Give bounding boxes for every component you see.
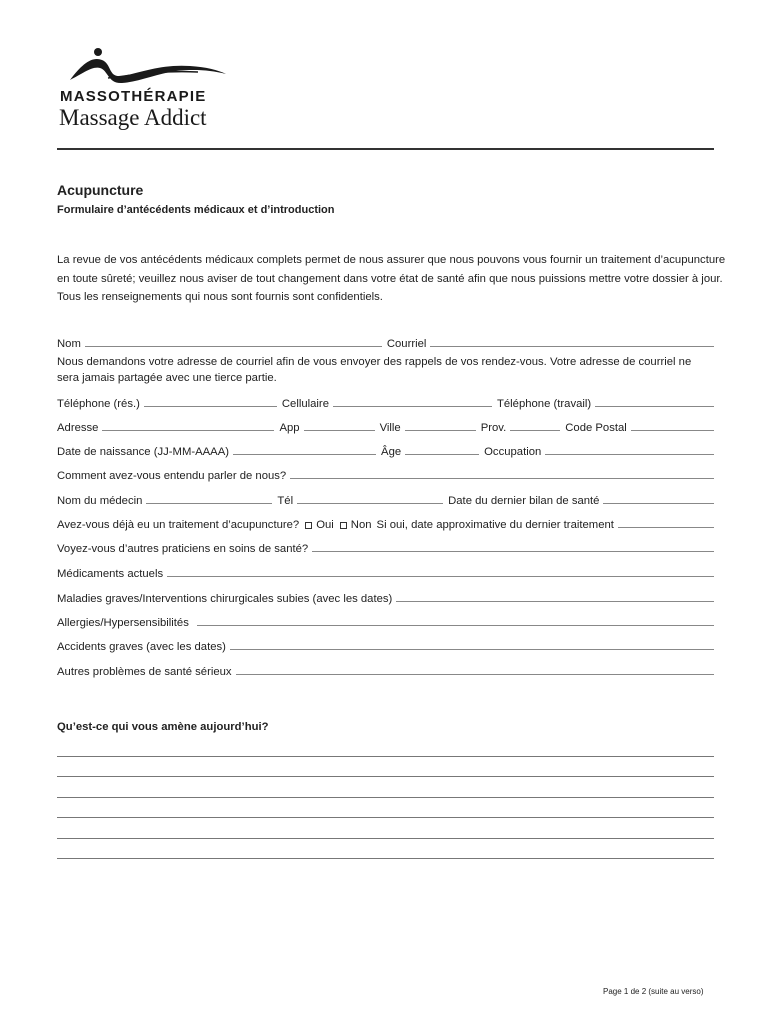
answer-line[interactable] — [57, 756, 714, 757]
input-medicaments[interactable] — [167, 576, 714, 577]
label-bilan: Date du dernier bilan de santé — [448, 495, 600, 507]
input-prov[interactable] — [510, 430, 560, 431]
input-app[interactable] — [304, 430, 375, 431]
input-courriel[interactable] — [430, 346, 714, 347]
row-maladies — [57, 589, 714, 605]
row-referral — [57, 466, 714, 482]
input-medecin[interactable] — [146, 503, 272, 504]
label-age: Âge — [381, 446, 402, 458]
label-maladies: Maladies graves/Interventions chirurgicales subies (avec les dates) — [57, 593, 393, 605]
row-address — [57, 418, 714, 434]
input-adresse[interactable] — [102, 430, 274, 431]
intro-paragraph: La revue de vos antécédents médicaux complets permet de nous assurer que nous pouvons vous fournir un traitement d’acupuncture en toute sûreté; veuillez nous aviser de tout changement dans votre état de santé afin que nous puissions mettre votre dossier à jour. Tous les renseignements qui nous sont fournis sont confidentiels. — [57, 254, 726, 303]
brand-tagline: Massage Addict — [59, 105, 207, 130]
answer-line[interactable] — [57, 776, 714, 777]
form-title: Acupuncture — [57, 182, 144, 198]
label-app: App — [279, 422, 300, 434]
input-bilan[interactable] — [603, 503, 714, 504]
answer-line[interactable] — [57, 858, 714, 859]
input-ville[interactable] — [405, 430, 476, 431]
input-occupation[interactable] — [545, 454, 714, 455]
input-age[interactable] — [405, 454, 479, 455]
input-allergies[interactable] — [197, 625, 714, 626]
row-accidents — [57, 637, 714, 653]
label-tel-travail: Téléphone (travail) — [496, 398, 592, 410]
label-acupuncture-question: Avez-vous déjà eu un traitement d’acupuncture? — [57, 519, 300, 531]
label-occupation: Occupation — [484, 446, 542, 458]
label-courriel: Courriel — [386, 338, 427, 350]
label-medicaments: Médicaments actuels — [57, 568, 164, 580]
page-footer: Page 1 de 2 (suite au verso) — [603, 987, 704, 996]
input-tel[interactable] — [297, 503, 443, 504]
label-code-postal: Code Postal — [565, 422, 627, 434]
email-note: Nous demandons votre adresse de courriel afin de vous envoyer des rappels de vos rendez-vous. Votre adresse de courriel ne sera jamais partagée avec une tierce partie. — [57, 356, 692, 384]
logo-swoosh-icon — [68, 46, 228, 86]
row-acupuncture — [57, 515, 714, 531]
form-subtitle: Formulaire d’antécédents médicaux et d’introduction — [57, 204, 335, 216]
input-tel-res[interactable] — [144, 406, 277, 407]
input-date-naissance[interactable] — [233, 454, 376, 455]
label-ville: Ville — [379, 422, 401, 434]
input-accidents[interactable] — [230, 649, 714, 650]
label-autres: Autres problèmes de santé sérieux — [57, 666, 232, 678]
checkbox-oui[interactable] — [305, 522, 312, 529]
row-phones — [57, 394, 714, 410]
row-autres — [57, 662, 714, 678]
label-non: Non — [350, 519, 372, 531]
input-code-postal[interactable] — [631, 430, 714, 431]
label-date-naissance: Date de naissance (JJ-MM-AAAA) — [57, 446, 230, 458]
input-praticiens[interactable] — [312, 551, 714, 552]
label-medecin: Nom du médecin — [57, 495, 143, 507]
header-divider — [57, 148, 714, 150]
label-comment: Comment avez-vous entendu parler de nous? — [57, 470, 287, 482]
input-comment[interactable] — [290, 478, 714, 479]
checkbox-non[interactable] — [340, 522, 347, 529]
row-allergies — [57, 613, 714, 629]
label-adresse: Adresse — [57, 422, 99, 434]
row-medicaments — [57, 564, 714, 580]
label-praticiens: Voyez-vous d’autres praticiens en soins de santé? — [57, 543, 309, 555]
input-maladies[interactable] — [396, 601, 714, 602]
label-si-oui: Si oui, date approximative du dernier traitement — [376, 519, 614, 531]
row-name-email — [57, 334, 714, 350]
input-si-oui[interactable] — [618, 527, 714, 528]
label-tel-res: Téléphone (rés.) — [57, 398, 140, 410]
company-logo — [56, 44, 236, 136]
row-birth — [57, 442, 714, 458]
label-cellulaire: Cellulaire — [281, 398, 329, 410]
question-heading: Qu’est-ce qui vous amène aujourd’hui? — [57, 721, 269, 733]
answer-line[interactable] — [57, 797, 714, 798]
label-prov: Prov. — [480, 422, 507, 434]
row-doctor — [57, 491, 714, 507]
answer-line[interactable] — [57, 817, 714, 818]
label-oui: Oui — [316, 519, 334, 531]
label-accidents: Accidents graves (avec les dates) — [57, 641, 226, 653]
label-allergies: Allergies/Hypersensibilités — [57, 617, 189, 629]
input-tel-travail[interactable] — [595, 406, 714, 407]
label-tel: Tél — [277, 495, 294, 507]
input-nom[interactable] — [85, 346, 382, 347]
input-autres[interactable] — [236, 674, 714, 675]
answer-line[interactable] — [57, 838, 714, 839]
input-cellulaire[interactable] — [333, 406, 492, 407]
label-nom: Nom — [57, 338, 81, 350]
brand-name: MASSOTHÉRAPIE — [60, 88, 207, 105]
row-praticiens — [57, 539, 714, 555]
